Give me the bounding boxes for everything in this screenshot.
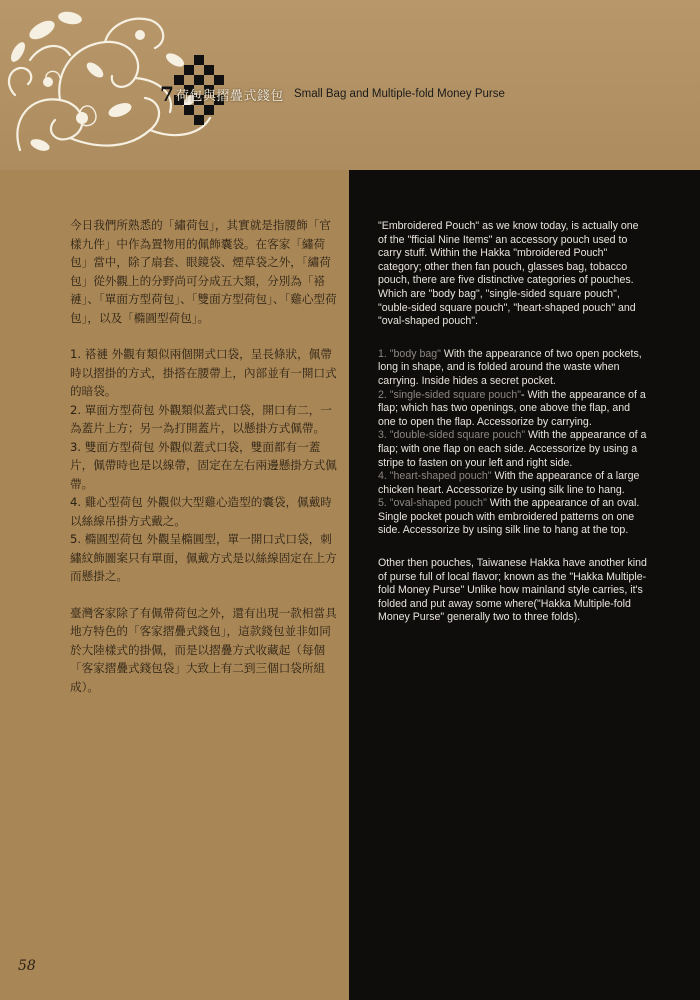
zh-list-item: 5. 橢圓型荷包 外觀呈橢圓型，單一開口式口袋，刺繡紋飾圖案只有單面，佩戴方式是以絲線固定在上方而懸掛之。 — [70, 532, 337, 583]
en-list-text: With the appearance of a flap; with one flap on each side. Accessorize by using a stripe to fasten on your left and right side. — [378, 429, 647, 469]
en-list-text: With the appearance of an oval. Single pocket pouch with embroidered patterns on one side. Accessorize by using silk line to hang at the top. — [378, 497, 640, 537]
en-list-item — [378, 389, 648, 430]
chapter-title-zh: 荷包與摺疊式錢包 — [175, 88, 284, 104]
en-list-term: 2. "single-sided square pouch" — [378, 388, 521, 401]
chapter-title-en: Small Bag and Multiple-fold Money Purse — [293, 88, 505, 100]
zh-list-item: 2. 單面方型荷包 外觀類似蓋式口袋，開口有二，一為蓋片上方；另一為打開蓋片，以懸掛方式佩帶。 — [70, 402, 332, 435]
zh-outro-paragraph: 臺灣客家除了有佩帶荷包之外，還有出現一款相當具地方特色的「客家摺疊式錢包」，這款錢包並非如同於大陸樣式的掛佩，而是以摺疊方式收藏起（每個「客家摺疊式錢包袋」大致上有二到三個口袋所組成）。 — [70, 605, 337, 694]
en-outro-paragraph: Other then pouches, Taiwanese Hakka have another kind of purse full of local flavor; known as the "Hakka Multiple-fold Money Purse" Unlike how mainland style carries, it's folded and put away some where("Hakka Multiple-fold Money Purse" generally two to three folds). — [378, 557, 647, 624]
en-list-item — [378, 429, 648, 470]
chinese-text-column — [70, 216, 340, 714]
en-list-term: 3. "double-sided square pouch" — [378, 429, 526, 442]
en-pouch-list — [378, 348, 648, 538]
en-list-text: - With the appearance of a flap; which has two openings, one above the flap, and one to open the flap. Accessorize by carrying. — [378, 388, 646, 428]
page-number: 58 — [18, 958, 36, 974]
zh-pouch-list — [70, 345, 340, 586]
zh-list-item: 1. 褡褳 外觀有類似兩個開式口袋，呈長條狀，佩帶時以摺掛的方式，掛搭在腰帶上，內部並有一開口式的暗袋。 — [70, 347, 337, 398]
en-list-term: 4. "heart-shaped pouch" — [378, 470, 492, 483]
en-intro-paragraph: "Embroidered Pouch" as we know today, is actually one of the "fficial Nine Items" an accessory pouch used to carry stuff. Within the Hakka "mbroidered Pouch" category; other then fan pouch, glasses bag, tobacco pouch, there are five distinctive categories of pouches. Which are "body bag", "single-sided square pouch", "ouble-sided square pouch", "heart-shaped pouch" and "oval-shaped pouch". — [378, 220, 639, 328]
en-list-term: 5. "oval-shaped pouch" — [378, 497, 487, 510]
chapter-number: 7 — [160, 82, 174, 106]
en-list-item — [378, 470, 648, 497]
zh-intro-paragraph: 今日我們所熟悉的「繡荷包」，其實就是指腰飾「官樣九件」中作為置物用的佩飾囊袋。在客家「繡荷包」當中，除了扇套、眼鏡袋、煙草袋之外，「繡荷包」從外觀上的分野尚可分成五大類，分別為「褡褳」、「單面方型荷包」、「雙面方型荷包」、「雞心型荷包」，以及「橢圓型荷包」。 — [70, 218, 337, 325]
chapter-title — [160, 82, 505, 106]
english-text-column — [378, 220, 648, 644]
en-list-item — [378, 348, 648, 389]
en-list-text: With the appearance of a large chicken heart. Accessorize by using silk line to hang. — [378, 470, 640, 496]
zh-list-item: 3. 雙面方型荷包 外觀似蓋式口袋，雙面都有一蓋片，佩帶時也是以線帶，固定在左右兩邊懸掛方式佩帶。 — [70, 439, 337, 491]
en-list-term: 1. "body bag" — [378, 347, 441, 360]
en-list-item — [378, 497, 648, 538]
zh-list-item: 4. 雞心型荷包 外觀似大型雞心造型的囊袋，佩戴時以絲線吊掛方式戴之。 — [70, 495, 332, 528]
en-list-text: With the appearance of two open pockets, long in shape, and is folded around the waste when carrying. Inside hides a secret pocket. — [378, 347, 642, 387]
